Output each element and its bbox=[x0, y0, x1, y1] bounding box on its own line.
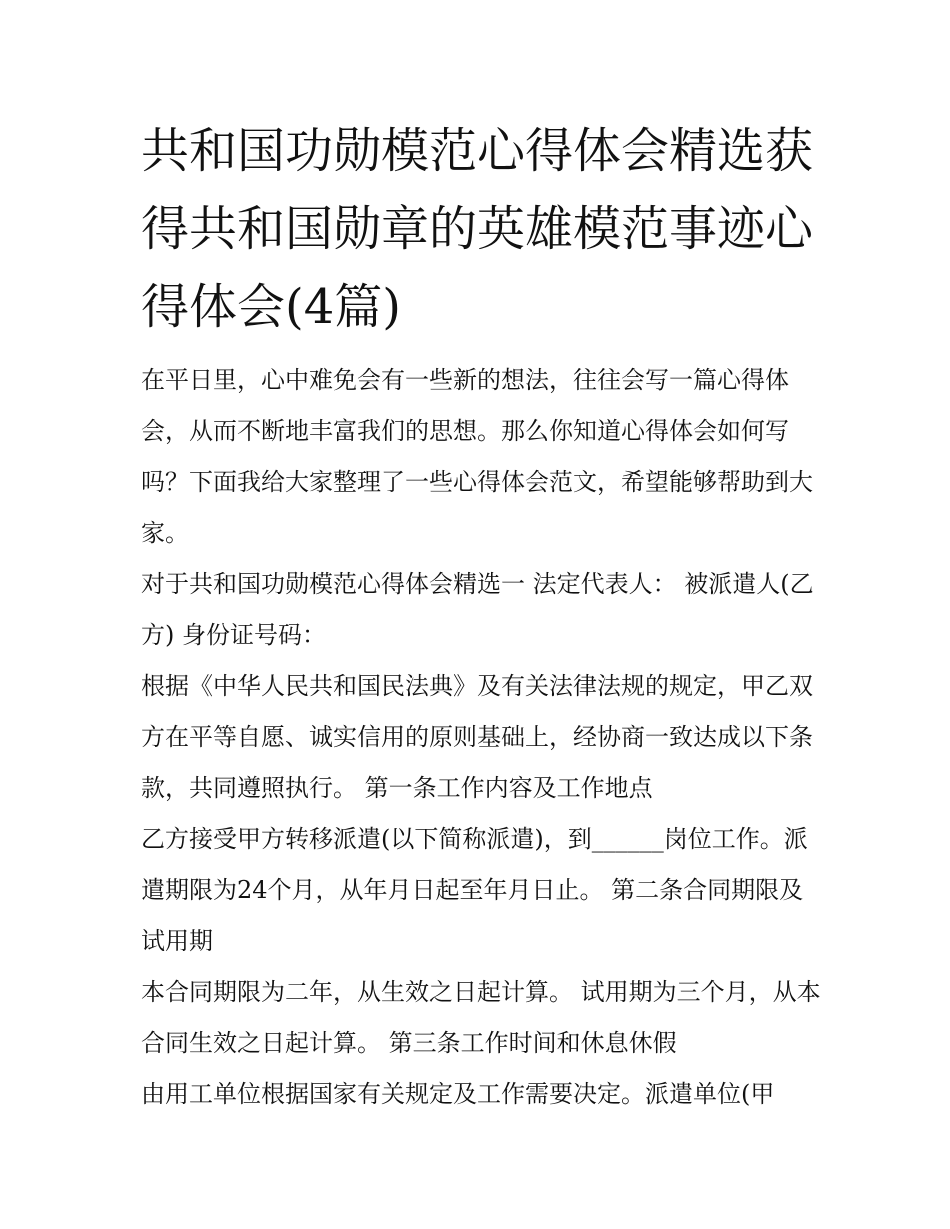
paragraph-contract-term: 本合同期限为二年，从生效之日起计算。 试用期为三个月，从本合同生效之日起计算。 第三条工作时间和休息休假 bbox=[141, 978, 821, 1057]
paragraph-work-time: 由用工单位根据国家有关规定及工作需要决定。派遣单位(甲 bbox=[141, 1080, 775, 1108]
document-title: 共和国功勋模范心得体会精选获得共和国勋章的英雄模范事迹心得体会(4篇) bbox=[141, 123, 814, 335]
paragraph-legal-basis: 根据《中华人民共和国民法典》及有关法律法规的规定，甲乙双方在平等自愿、诚实信用的原则基础上，经协商一致达成以下条款，共同遵照执行。 第一条工作内容及工作地点 bbox=[141, 672, 813, 802]
document-body bbox=[141, 355, 821, 1120]
paragraph-parties: 对于共和国功勋模范心得体会精选一 法定代表人： 被派遣人(乙方) 身份证号码： bbox=[141, 570, 814, 649]
paragraph-dispatch: 乙方接受甲方转移派遣(以下简称派遣)，到______岗位工作。派遣期限为24个月，从年月日起至年月日止。 第二条合同期限及试用期 bbox=[141, 825, 808, 955]
paragraph-intro: 在平日里，心中难免会有一些新的想法，往往会写一篇心得体会，从而不断地丰富我们的思想。那么你知道心得体会如何写吗？下面我给大家整理了一些心得体会范文，希望能够帮助到大家。 bbox=[141, 366, 813, 547]
